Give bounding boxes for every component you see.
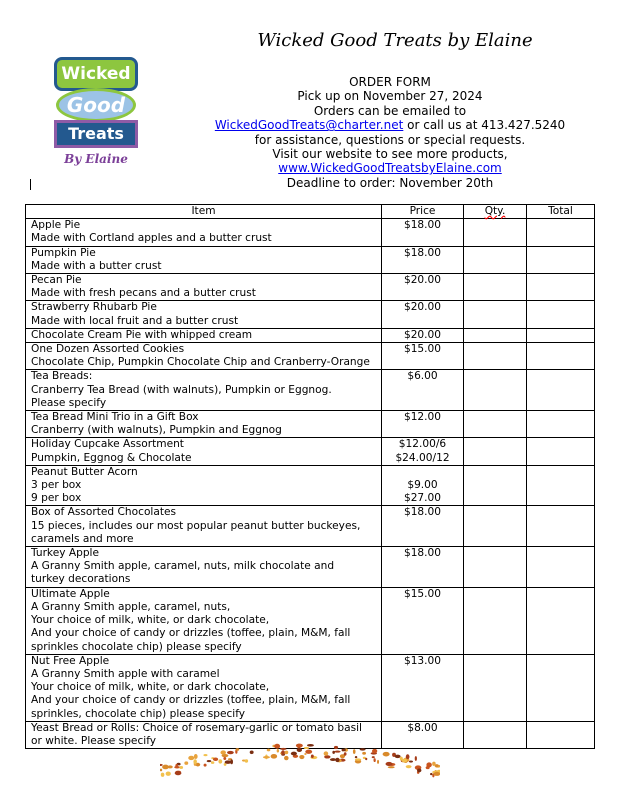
item-cell xyxy=(26,587,382,654)
item-cell xyxy=(26,411,382,438)
table-row xyxy=(26,587,595,654)
leaf-mark xyxy=(284,756,289,760)
price-cell xyxy=(382,301,464,328)
leaf-mark xyxy=(227,751,234,754)
item-description: 9 per box xyxy=(31,492,82,505)
item-description: 15 pieces, includes our most popular peanut butter buckeyes, xyxy=(31,519,361,532)
leaf-mark xyxy=(406,754,410,759)
table-row xyxy=(26,438,595,465)
leaf-mark xyxy=(277,749,279,753)
price-value: $13.00 xyxy=(403,654,442,667)
leaf-mark xyxy=(372,756,375,758)
item-description: Cranberry (with walnuts), Pumpkin and Eggnog xyxy=(31,424,282,437)
qty-cell[interactable] xyxy=(464,274,527,301)
leaf-mark xyxy=(341,749,346,751)
price-cell xyxy=(382,274,464,301)
item-cell xyxy=(26,246,382,273)
leaf-mark xyxy=(245,759,248,762)
leaf-mark xyxy=(426,762,431,767)
leaf-mark xyxy=(188,756,194,760)
leaf-mark xyxy=(175,764,178,768)
item-cell xyxy=(26,301,382,328)
leaf-mark xyxy=(362,752,366,755)
item-cell xyxy=(26,547,382,588)
qty-cell[interactable] xyxy=(464,343,527,370)
leaf-mark xyxy=(311,755,314,758)
item-cell xyxy=(26,654,382,721)
leaf-mark xyxy=(353,749,356,754)
leaf-mark xyxy=(193,759,196,764)
leaf-mark xyxy=(281,750,285,755)
total-cell[interactable] xyxy=(527,654,595,721)
leaf-mark xyxy=(194,754,198,759)
leaf-mark xyxy=(305,750,312,754)
leaf-mark xyxy=(250,751,254,755)
item-description: sprinkles, chocolate chip) please specify xyxy=(31,707,246,720)
price-cell xyxy=(382,547,464,588)
item-cell xyxy=(26,328,382,342)
price-cell xyxy=(382,219,464,246)
leaf-mark xyxy=(415,756,417,761)
table-row xyxy=(26,465,595,506)
leaf-mark xyxy=(280,748,287,750)
qty-cell[interactable] xyxy=(464,246,527,273)
item-cell xyxy=(26,343,382,370)
leaf-mark xyxy=(304,747,309,749)
qty-cell[interactable] xyxy=(464,370,527,411)
price-cell xyxy=(382,343,464,370)
price-value: $12.00 xyxy=(403,411,442,424)
leaf-mark xyxy=(162,765,169,770)
item-name: Pumpkin Pie xyxy=(31,246,96,259)
price-value xyxy=(387,466,458,479)
item-description: turkey decorations xyxy=(31,573,131,586)
price-cell xyxy=(382,506,464,547)
item-name: Chocolate Cream Pie with whipped cream xyxy=(31,328,253,341)
qty-cell[interactable] xyxy=(464,219,527,246)
total-cell[interactable] xyxy=(527,301,595,328)
price-value: $20.00 xyxy=(403,301,442,314)
leaf-mark xyxy=(236,748,240,751)
leaf-mark xyxy=(409,760,413,762)
total-cell[interactable] xyxy=(527,547,595,588)
price-cell xyxy=(382,587,464,654)
total-cell[interactable] xyxy=(527,246,595,273)
col-item: Item xyxy=(26,205,382,219)
leaf-mark xyxy=(417,768,421,772)
leaf-mark xyxy=(285,751,289,755)
price-value: $9.00 xyxy=(407,478,438,491)
leaf-mark xyxy=(435,764,439,767)
qty-cell[interactable] xyxy=(464,547,527,588)
leaf-mark xyxy=(297,748,302,752)
price-value: $6.00 xyxy=(407,370,438,383)
price-cell xyxy=(382,654,464,721)
item-description: Made with a butter crust xyxy=(31,259,162,272)
total-cell[interactable] xyxy=(527,587,595,654)
item-description: Pumpkin, Eggnog & Chocolate xyxy=(31,451,192,464)
assist-text: for assistance, questions or special requests. xyxy=(254,132,526,147)
leaf-mark xyxy=(223,757,226,760)
leaf-mark xyxy=(377,760,379,764)
item-name: Box of Assorted Chocolates xyxy=(31,506,177,519)
total-cell[interactable] xyxy=(527,370,595,411)
price-value: $18.00 xyxy=(403,219,442,232)
leaf-mark xyxy=(184,761,188,765)
qty-cell[interactable] xyxy=(464,411,527,438)
leaf-mark xyxy=(400,757,403,761)
qty-cell[interactable] xyxy=(464,654,527,721)
logo-treats: Treats xyxy=(54,120,138,148)
order-form-heading: ORDER FORM xyxy=(349,75,431,89)
leaf-mark xyxy=(434,772,440,776)
item-cell xyxy=(26,370,382,411)
price-value: $24.00/12 xyxy=(395,451,450,464)
item-name: Tea Breads: xyxy=(31,370,93,383)
table-row xyxy=(26,246,595,273)
leaf-mark xyxy=(355,756,357,758)
leaf-mark xyxy=(297,744,301,748)
item-description: sprinkles chocolate chip) please specify xyxy=(31,640,242,653)
qty-cell[interactable] xyxy=(464,465,527,506)
item-description: caramels and more xyxy=(31,532,134,545)
price-value: $27.00 xyxy=(403,492,442,505)
item-description: And your choice of candy or drizzles (toffee, plain, M&M, fall xyxy=(31,694,351,707)
table-row xyxy=(26,547,595,588)
price-value: $15.00 xyxy=(403,587,442,600)
leaf-mark xyxy=(355,758,361,760)
price-cell xyxy=(382,370,464,411)
leaf-mark xyxy=(344,752,347,755)
item-description: Your choice of milk, white, or dark chocolate, xyxy=(31,681,270,694)
item-description: 3 per box xyxy=(31,479,82,492)
item-description: Cranberry Tea Bread (with walnuts), Pumpkin or Eggnog. xyxy=(31,383,332,396)
table-row xyxy=(26,219,595,246)
leaf-mark xyxy=(220,750,226,754)
price-value: $18.00 xyxy=(403,506,442,519)
item-name: Apple Pie xyxy=(31,219,81,232)
qty-cell[interactable] xyxy=(464,301,527,328)
price-cell xyxy=(382,411,464,438)
total-cell[interactable] xyxy=(527,506,595,547)
item-description: Chocolate Chip, Pumpkin Chocolate Chip and Cranberry-Orange xyxy=(31,356,370,369)
table-row xyxy=(26,301,595,328)
logo-wicked: Wicked xyxy=(54,57,138,91)
item-description: Made with fresh pecans and a butter crust xyxy=(31,287,256,300)
leaf-mark xyxy=(330,758,336,761)
leaf-mark xyxy=(274,744,280,749)
website-link[interactable]: www.WickedGoodTreatsbyElaine.com xyxy=(278,161,502,176)
leaf-mark xyxy=(204,764,207,767)
email-intro: Orders can be emailed to xyxy=(313,103,467,118)
price-value: $8.00 xyxy=(407,721,438,734)
item-description: Made with local fruit and a butter crust xyxy=(31,314,239,327)
item-name: One Dozen Assorted Cookies xyxy=(31,343,185,356)
price-cell xyxy=(382,465,464,506)
email-link[interactable]: WickedGoodTreats@charter.net xyxy=(214,118,404,133)
qty-cell[interactable] xyxy=(464,721,527,748)
total-cell[interactable] xyxy=(527,411,595,438)
price-value: $12.00/6 xyxy=(398,438,447,451)
table-row xyxy=(26,506,595,547)
price-value: $15.00 xyxy=(403,343,442,356)
leaf-mark xyxy=(395,755,401,758)
leaf-mark xyxy=(263,756,270,759)
price-cell xyxy=(382,246,464,273)
qty-cell[interactable] xyxy=(464,438,527,465)
leaf-mark xyxy=(386,762,393,766)
leaf-mark xyxy=(334,751,340,753)
item-name: Pecan Pie xyxy=(31,274,82,287)
phone-text: or call us at 413.427.5240 xyxy=(403,118,566,133)
leaf-mark xyxy=(373,758,375,762)
item-name: Peanut Butter Acorn xyxy=(31,465,138,478)
item-name: Tea Bread Mini Trio in a Gift Box xyxy=(31,411,199,424)
col-total: Total xyxy=(527,205,595,219)
leaf-mark xyxy=(335,758,339,762)
qty-cell[interactable] xyxy=(464,587,527,654)
item-name: Nut Free Apple xyxy=(31,654,110,667)
leaf-mark xyxy=(271,754,278,759)
leaf-mark xyxy=(175,771,182,775)
leaf-mark xyxy=(160,764,163,766)
leaf-mark xyxy=(166,771,171,775)
total-cell[interactable] xyxy=(527,438,595,465)
price-cell xyxy=(382,328,464,342)
table-row xyxy=(26,274,595,301)
leaf-mark xyxy=(365,758,367,760)
total-cell[interactable] xyxy=(527,721,595,748)
autumn-leaves-decoration xyxy=(160,740,440,785)
leaf-mark xyxy=(299,755,304,759)
item-description: A Granny Smith apple, caramel, nuts, milk chocolate and xyxy=(31,560,335,573)
item-name: Holiday Cupcake Assortment xyxy=(31,438,184,451)
leaf-mark xyxy=(179,766,183,769)
item-name: Yeast Bread or Rolls: Choice of rosemary-garlic or tomato basil xyxy=(31,721,362,734)
leaf-mark xyxy=(160,769,162,772)
leaf-mark xyxy=(388,766,395,768)
logo xyxy=(54,57,138,166)
leaf-mark xyxy=(334,746,338,749)
leaf-mark xyxy=(225,760,232,764)
item-name: Ultimate Apple xyxy=(31,587,110,600)
table-row xyxy=(26,654,595,721)
price-value: $20.00 xyxy=(403,274,442,287)
leaf-mark xyxy=(324,751,329,755)
leaf-mark xyxy=(383,752,390,757)
total-cell[interactable] xyxy=(527,465,595,506)
total-cell[interactable] xyxy=(527,219,595,246)
leaf-mark xyxy=(203,754,207,756)
price-value: $20.00 xyxy=(403,328,442,341)
item-description: A Granny Smith apple with caramel xyxy=(31,667,220,680)
leaf-mark xyxy=(430,773,432,775)
qty-cell[interactable] xyxy=(464,506,527,547)
total-cell[interactable] xyxy=(527,343,595,370)
table-row xyxy=(26,328,595,342)
item-description: Your choice of milk, white, or dark chocolate, xyxy=(31,614,270,627)
leaf-mark xyxy=(307,744,314,747)
logo-good: Good xyxy=(56,88,136,122)
item-cell xyxy=(26,465,382,506)
leaf-mark xyxy=(406,765,412,768)
price-value: $18.00 xyxy=(403,246,442,259)
item-cell xyxy=(26,219,382,246)
leaf-mark xyxy=(218,759,222,763)
leaf-mark xyxy=(213,757,218,761)
item-description: Made with Cortland apples and a butter crust xyxy=(31,232,272,245)
page-title: Wicked Good Treats by Elaine xyxy=(257,30,533,51)
leaf-mark xyxy=(324,755,330,758)
leaf-mark xyxy=(211,761,214,764)
table-row xyxy=(26,411,595,438)
item-description: Please specify xyxy=(31,396,107,409)
item-description: or white. Please specify xyxy=(31,734,157,747)
price-value: $18.00 xyxy=(403,547,442,560)
item-name: Strawberry Rhubarb Pie xyxy=(31,301,157,314)
leaf-mark xyxy=(360,748,366,750)
item-description: A Granny Smith apple, caramel, nuts, xyxy=(31,600,231,613)
total-cell[interactable] xyxy=(527,274,595,301)
table-row xyxy=(26,343,595,370)
table-row xyxy=(26,370,595,411)
visit-text: Visit our website to see more products, xyxy=(272,147,508,162)
leaf-mark xyxy=(161,773,165,777)
total-cell[interactable] xyxy=(527,328,595,342)
logo-by-elaine: By Elaine xyxy=(64,152,128,166)
item-name: Turkey Apple xyxy=(31,547,99,560)
col-qty: Qty. xyxy=(464,205,527,219)
pickup-date: Pick up on November 27, 2024 xyxy=(297,89,483,104)
deadline-text: Deadline to order: November 20th xyxy=(286,175,494,190)
item-cell xyxy=(26,438,382,465)
col-price: Price xyxy=(382,205,464,219)
item-cell xyxy=(26,274,382,301)
leaf-mark xyxy=(267,749,271,752)
qty-cell[interactable] xyxy=(464,328,527,342)
text-cursor xyxy=(30,179,31,190)
order-header xyxy=(200,75,580,190)
order-table xyxy=(25,204,595,749)
item-cell xyxy=(26,506,382,547)
leaf-mark xyxy=(372,749,377,753)
price-cell xyxy=(382,438,464,465)
leaf-mark xyxy=(207,760,212,762)
leaf-mark xyxy=(291,752,297,756)
item-description: And your choice of candy or drizzles (toffee, plain, M&M, fall xyxy=(31,627,351,640)
leaf-mark xyxy=(304,753,306,755)
leaf-mark xyxy=(332,751,335,754)
